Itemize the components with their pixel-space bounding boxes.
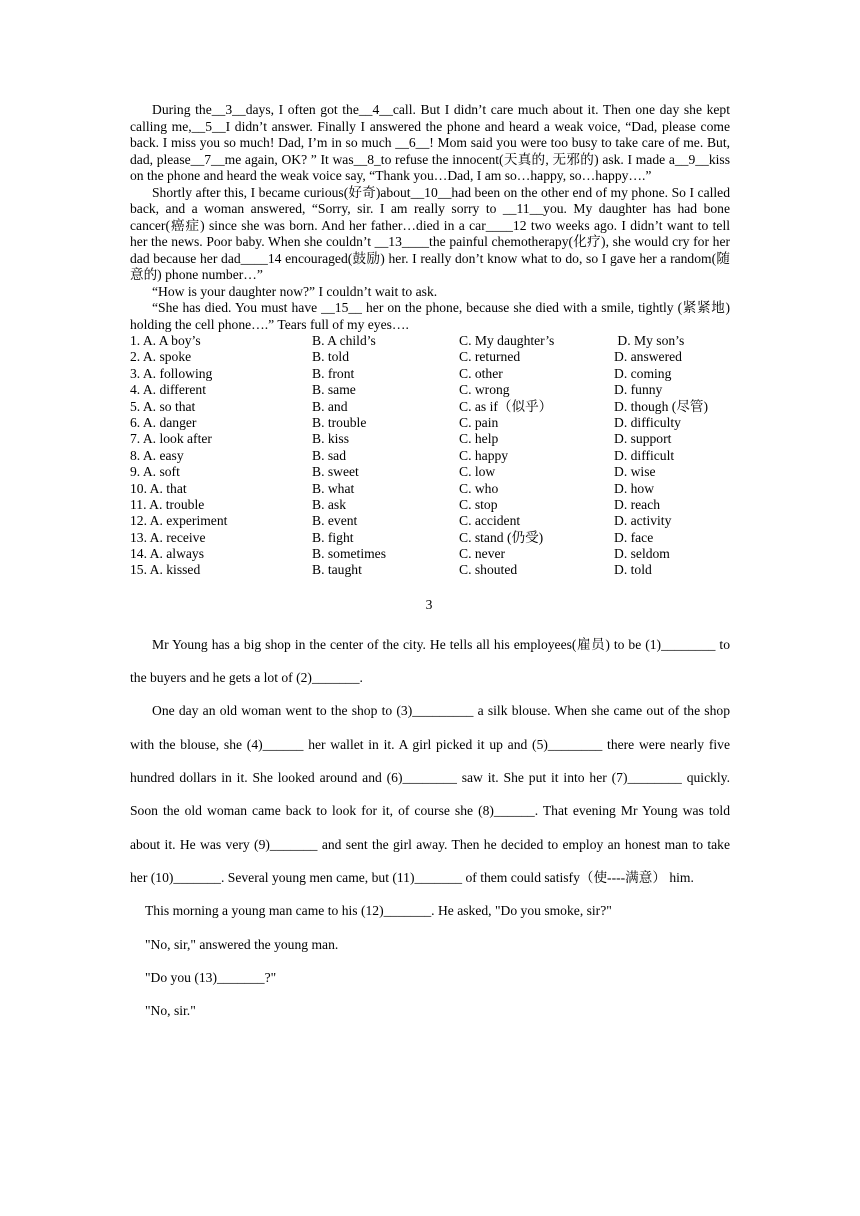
- option-c: C. as if（似乎）: [459, 398, 553, 414]
- option-a: 7. A. look after: [130, 431, 212, 447]
- option-c: C. wrong: [459, 382, 510, 398]
- option-d: D. how: [614, 480, 655, 496]
- option-d: D. wise: [614, 464, 656, 480]
- option-b: B. A child’s: [312, 333, 376, 348]
- option-c: C. My daughter’s: [459, 333, 555, 348]
- option-b: B. kiss: [312, 431, 350, 447]
- option-a: 2. A. spoke: [130, 349, 192, 365]
- option-row: [130, 333, 730, 349]
- option-d: D. funny: [614, 382, 663, 398]
- option-row: [130, 366, 730, 382]
- option-c: C. shouted: [459, 562, 518, 578]
- option-c: C. happy: [459, 447, 509, 463]
- section-number: 3: [425, 596, 433, 612]
- option-d: D. difficulty: [614, 414, 681, 430]
- options-list: [130, 333, 730, 579]
- option-d: D. though (尽管): [614, 398, 709, 414]
- option-c: C. low: [459, 464, 496, 480]
- option-d: D. support: [614, 431, 672, 447]
- option-row: [130, 497, 730, 513]
- option-b: B. taught: [312, 562, 362, 578]
- option-row: [130, 481, 730, 497]
- s3-paragraph-3: This morning a young man came to his (12)_______. He asked, "Do you smoke, sir?": [145, 903, 612, 919]
- option-b: B. same: [312, 382, 356, 398]
- option-a: 8. A. easy: [130, 447, 184, 463]
- passage-paragraph-1: During the__3__days, I often got the__4__call. But I didn’t care much about it. Then one day she kept calling me,__5__I didn’t answer. Finally I answered the phone and heard a weak voice, “Dad, please come back. I miss you so much! Dad, I’m in so much __6__! Mom said you were too busy to take care of me. But, dad, please__7__me again, OK? ” It was__8_to refuse the innocent(天真的, 无邪的) ask. I made a__9__kiss on the phone and heard the weak voice say, “Thank you…Dad, I am so…happy, so…happy….”: [130, 102, 730, 183]
- option-c: C. accident: [459, 513, 521, 529]
- option-row: [130, 349, 730, 365]
- option-row: [130, 464, 730, 480]
- option-d: D. told: [614, 562, 652, 578]
- passage-paragraph-4: “She has died. You must have __15__ her on the phone, because she died with a smile, tightly (紧紧地) holding the cell phone….” Tears full of my eyes….: [130, 300, 730, 332]
- passage-paragraph-2: Shortly after this, I became curious(好奇)about__10__had been on the other end of my phone. So I called back, and a woman answered, “Sorry, sir. I am really sorry to __11__you. My daughter has had bone cancer(癌症) since she was born. And her father…died in a car____12 two weeks ago. I didn’t want to tell her the news. Poor baby. When she couldn’t __13____the painful chemotherapy(化疗), she would cry for her dad because her dad____14 encouraged(鼓励) her. I really don’t know what to do, so I gave her a random(随意的) phone number…”: [130, 184, 730, 282]
- option-row: [130, 431, 730, 447]
- option-c: C. other: [459, 365, 503, 381]
- option-a: 6. A. danger: [130, 414, 197, 430]
- option-b: B. ask: [312, 496, 346, 512]
- worksheet-page: [130, 102, 730, 1027]
- option-a: 5. A. so that: [130, 398, 196, 414]
- option-a: 1. A. A boy’s: [130, 333, 201, 348]
- option-c: C. who: [459, 480, 499, 496]
- option-row: [130, 415, 730, 431]
- option-c: C. help: [459, 431, 499, 447]
- option-c: C. never: [459, 546, 506, 562]
- option-a: 3. A. following: [130, 365, 213, 381]
- option-b: B. sweet: [312, 464, 359, 480]
- option-a: 14. A. always: [130, 546, 205, 562]
- option-d: D. coming: [614, 365, 672, 381]
- option-b: B. front: [312, 365, 355, 381]
- option-a: 11. A. trouble: [130, 496, 205, 512]
- option-a: 9. A. soft: [130, 464, 180, 480]
- option-row: [130, 562, 730, 578]
- s3-paragraph-2: One day an old woman went to the shop to (3)_________ a silk blouse. When she came out of the shop with the blouse, she (4)______ her wallet in it. A girl picked it up and (5)________ there were nearly five hundred dollars in it. She looked around and (6)________ saw it. She put it into her (7)________ quickly. Soon the old woman came back to look for it, of course she (8)______. That evening Mr Young was told about it. He was very (9)_______ and sent the girl away. Then he decided to employ an honest man to take her (10)_______. Several young men came, but (11)_______ of them could satisfy（使----满意） him.: [130, 703, 730, 885]
- option-b: B. sad: [312, 447, 346, 463]
- s3-paragraph-1: Mr Young has a big shop in the center of the city. He tells all his employees(雇员) to be (1)________ to the buyers and he gets a lot of (2)_______.: [130, 636, 730, 686]
- option-c: C. pain: [459, 414, 499, 430]
- option-d: D. My son’s: [614, 333, 685, 348]
- option-b: B. trouble: [312, 414, 367, 430]
- option-a: 12. A. experiment: [130, 513, 228, 529]
- option-d: D. activity: [614, 513, 672, 529]
- option-b: B. told: [312, 349, 350, 365]
- option-row: [130, 513, 730, 529]
- option-b: B. event: [312, 513, 358, 529]
- option-d: D. answered: [614, 349, 682, 365]
- option-b: B. and: [312, 398, 348, 414]
- option-d: D. reach: [614, 496, 661, 512]
- s3-paragraph-4: "No, sir," answered the young man.: [145, 936, 339, 952]
- option-row: [130, 399, 730, 415]
- option-a: 10. A. that: [130, 480, 187, 496]
- option-a: 4. A. different: [130, 382, 207, 398]
- s3-paragraph-5: "Do you (13)_______?": [145, 969, 277, 985]
- option-c: C. returned: [459, 349, 521, 365]
- option-b: B. sometimes: [312, 546, 387, 562]
- option-c: C. stand (仍受): [459, 529, 544, 545]
- option-d: D. seldom: [614, 546, 670, 562]
- passage-paragraph-3: “How is your daughter now?” I couldn’t wait to ask.: [152, 283, 438, 299]
- option-row: [130, 448, 730, 464]
- section-3-passage: [130, 628, 730, 1028]
- option-d: D. difficult: [614, 447, 675, 463]
- option-b: B. fight: [312, 529, 354, 545]
- option-b: B. what: [312, 480, 355, 496]
- option-d: D. face: [614, 529, 654, 545]
- option-row: [130, 530, 730, 546]
- option-row: [130, 382, 730, 398]
- option-a: 13. A. receive: [130, 529, 206, 545]
- option-a: 15. A. kissed: [130, 562, 201, 578]
- s3-paragraph-6: "No, sir.": [145, 1003, 196, 1019]
- option-c: C. stop: [459, 496, 498, 512]
- option-row: [130, 546, 730, 562]
